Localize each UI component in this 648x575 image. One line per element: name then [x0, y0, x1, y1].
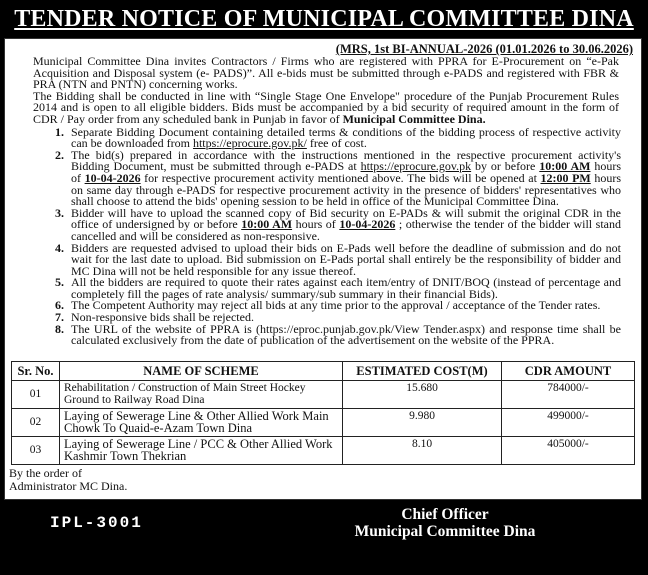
condition-item — [55, 205, 621, 243]
item-number: 3. — [55, 205, 64, 220]
notice-title: TENDER NOTICE OF MUNICIPAL COMMITTEE DINA — [14, 6, 634, 32]
item-text: by or before — [471, 159, 540, 174]
item-text: free of cost. — [306, 136, 367, 151]
intro — [33, 56, 619, 126]
intro-paragraph-1: Municipal Committee Dina invites Contractors / Firms who are registered with PPRA for E-Procurement on “e-Pak Acquisition and Disposal system (e- PADS)”. All e-bids must be submitted through e-PADS and registered with FBR & PRA (NTN and PNTN) concerning works. — [33, 54, 619, 92]
item-text: Bidders are requested advised to upload their bids on E-Pads well before the deadline of submission and do not wait for the last date to upload. Bid submission on E-Pads portal shall entirely be the responsibility of bidder and MC Dina will not be held responsible for any issue thereof. — [71, 240, 621, 278]
scheme-name: Laying of Sewerage Line / PCC & Other Allied Work Kashmir Town Thekrian — [60, 436, 343, 464]
estimated-cost: 8.10 — [343, 436, 502, 464]
item-number: 1. — [55, 124, 64, 139]
deadline-text: 10-04-2026 — [339, 217, 396, 232]
condition-item — [55, 147, 622, 209]
table-header-row — [12, 361, 635, 380]
cdr-amount: 784000/- — [502, 380, 635, 408]
conditions-list — [55, 124, 622, 348]
item-text: The Competent Authority may reject all bids at any time prior to the approval / acceptance of the Tender rates. — [71, 298, 601, 313]
item-number: 5. — [55, 275, 64, 290]
deadline-text: 12:00 PM — [540, 170, 591, 185]
deadline-text: 10-04-2026 — [84, 170, 141, 185]
item-text: for respective procurement activity mentioned above. The bids will be opened at — [140, 170, 541, 185]
item-number: 6. — [55, 298, 64, 313]
header-estimated-cost: ESTIMATED COST(M) — [343, 361, 502, 380]
publication-code: IPL-3001 — [50, 513, 143, 532]
order-line-2: Administrator MC Dina. — [9, 478, 128, 493]
title-bar — [0, 0, 648, 38]
cdr-amount: 405000/- — [502, 436, 635, 464]
estimated-cost: 9.980 — [343, 408, 502, 436]
sr-no: 01 — [12, 380, 60, 408]
item-text: ; otherwise the tender of the bidder will stand cancelled and will be considered as non-responsive. — [71, 217, 621, 243]
header-scheme-name: NAME OF SCHEME — [60, 361, 343, 380]
item-text: The URL of the website of PPRA is (https://eproc.punjab.gov.pk/View Tender.aspx) and response time shall be calculated exclusively from the date of publication of the advertisement on the website of the PPRA. — [71, 321, 621, 348]
link[interactable]: https://eprocure.gov.pk/ — [192, 136, 307, 151]
header-sr-no: Sr. No. — [12, 361, 60, 380]
estimated-cost: 15.680 — [343, 380, 502, 408]
sr-no: 03 — [12, 436, 60, 464]
deadline-text: 10:00 AM — [241, 217, 293, 232]
item-text: Bidder will have to upload the scanned copy of Bid security on E-PADs & will submit the original CDR in the office of undersigned by or before — [71, 205, 621, 232]
condition-item — [55, 240, 621, 278]
table-row — [12, 436, 635, 464]
scheme-name: Laying of Sewerage Line & Other Allied Work Main Chowk To Quaid-e-Azam Town Dina — [60, 408, 343, 436]
signature-block — [340, 506, 550, 540]
condition-item — [55, 321, 621, 348]
schemes-table — [11, 361, 635, 465]
item-number: 2. — [55, 147, 64, 162]
deadline-text: 10:00 AM — [539, 159, 591, 174]
item-number: 4. — [55, 240, 64, 255]
notice-body — [4, 38, 642, 500]
item-text: hours of — [292, 217, 340, 232]
signatory-title: Chief Officer — [401, 505, 489, 523]
item-number: 7. — [55, 310, 64, 325]
notice-subtitle: (MRS, 1st BI-ANNUAL-2026 (01.01.2026 to 30.06.2026) — [335, 42, 633, 56]
item-text: The bid(s) prepared in accordance with the instructions mentioned in the respective procurement activity's Bidding Document, must be submitted through e-PADS at — [71, 147, 621, 174]
condition-item — [55, 277, 621, 300]
item-text: hours of — [71, 159, 622, 185]
intro-paragraph-2 — [33, 88, 619, 126]
item-text: Separate Bidding Document containing detailed terms & conditions of the bidding process of respective activity can be downloaded from — [71, 124, 621, 151]
item-number: 8. — [55, 321, 64, 336]
table-row — [12, 380, 635, 408]
item-text: Non-responsive bids shall be rejected. — [71, 310, 254, 325]
sr-no: 02 — [12, 408, 60, 436]
scheme-name: Rehabilitation / Construction of Main Street Hockey Ground to Railway Road Dina — [60, 380, 343, 408]
intro-paragraph-2-text: The Bidding shall be conducted in line with “Single Stage One Envelope" procedure of the Punjab Procurement Rules 2014 and is open to all eligible bidders. Bids must be accompanied by a bid security of required amount in the form of CDR / Pay order from any scheduled bank in Punjab in favor of — [33, 88, 619, 126]
order-note — [9, 467, 641, 493]
signatory-office: Municipal Committee Dina — [354, 522, 536, 540]
link[interactable]: https://eprocure.gov.pk — [360, 159, 472, 174]
condition-item — [55, 124, 621, 151]
item-text: hours on same day through e-PADS for respective procurement activity in the presence of bidders' representatives who shall choose to attend the bids' opening session to be held in office of the Municipal Committee Dina. — [71, 170, 621, 209]
footer — [0, 500, 648, 545]
cdr-amount: 499000/- — [502, 408, 635, 436]
table-row — [12, 408, 635, 436]
header-cdr-amount: CDR AMOUNT — [502, 361, 635, 380]
item-text: All the bidders are required to quote their rates against each item/entry of DNIT/BOQ (instead of percentage and completely fill the pages of rate analysis/ summary/sub summary in their financial Bids). — [71, 275, 621, 301]
order-line-1: By the order of — [9, 465, 82, 480]
intro-favor-name: Municipal Committee Dina. — [342, 111, 486, 126]
